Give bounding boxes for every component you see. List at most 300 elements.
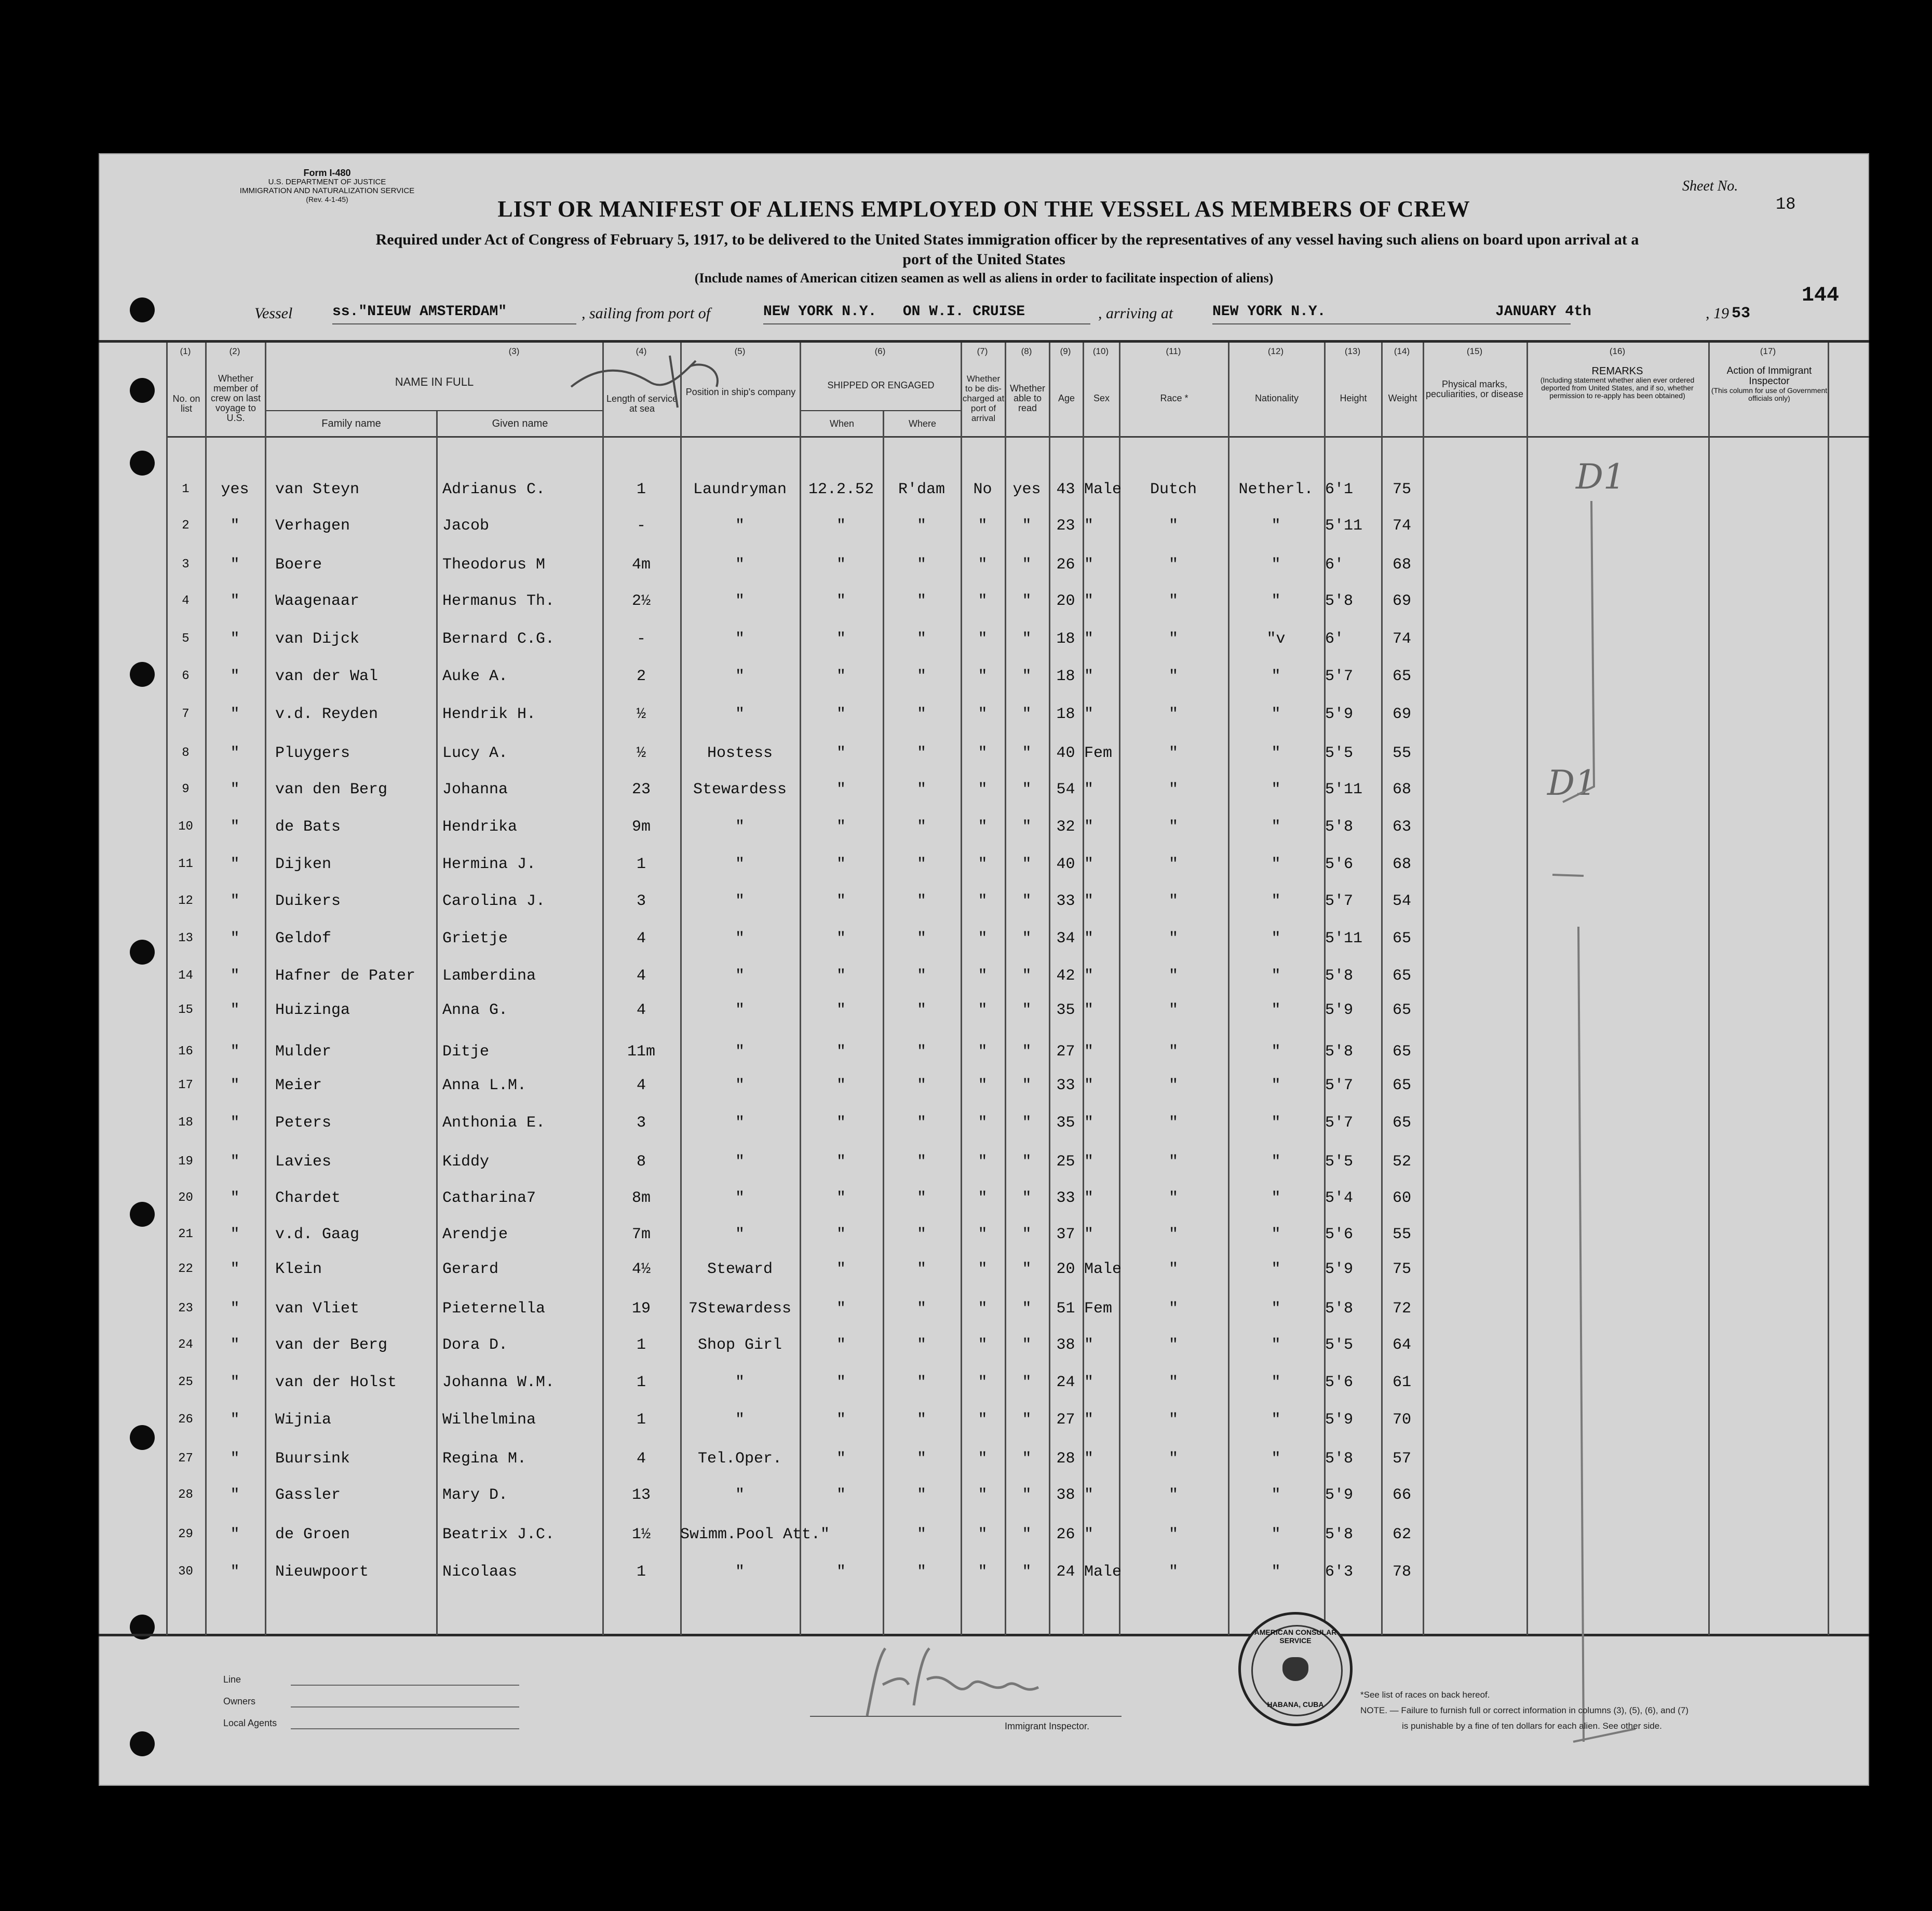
cell-service: 9m [631,818,651,836]
cell-race: " [1168,1261,1178,1278]
header-position: Position in ship's company [685,386,796,397]
cell-race: " [1168,1226,1178,1243]
cell-read: " [1022,892,1032,910]
cell-weight: 65 [1392,668,1411,685]
header-nationality: Nationality [1254,393,1299,403]
cell-age: 54 [1056,781,1075,798]
header-bottom-rule [166,436,1869,438]
cell-sex: " [1084,1526,1094,1543]
cell-given: Lucy A. [442,744,508,762]
cell-where: " [916,1077,926,1094]
cell-sex: Male [1084,481,1122,498]
cell-when: " [836,592,846,610]
cell-prev: " [230,1450,240,1468]
cell-sex: " [1084,1450,1094,1468]
cell-given: Lamberdina [442,967,536,985]
cell-prev: " [230,517,240,535]
cell-prev: " [230,630,240,648]
stamp-top-text: AMERICAN CONSULAR SERVICE [1254,1628,1337,1645]
cell-race: " [1168,818,1178,836]
department: U.S. DEPARTMENT OF JUSTICE [268,178,386,186]
cell-read: " [1022,930,1032,947]
cell-prev: yes [221,481,249,498]
cell-race: " [1168,1486,1178,1504]
cell-disch: " [978,1336,988,1354]
cell-service: 4 [636,1450,646,1468]
cell-sex: " [1084,967,1094,985]
cell-sex: " [1084,856,1094,873]
cell-read: " [1022,1001,1032,1019]
cell-given: Beatrix J.C. [442,1526,555,1543]
cell-race: " [1168,592,1178,610]
cell-given: Gerard [442,1261,499,1278]
cell-age: 24 [1056,1374,1075,1391]
cell-age: 18 [1056,706,1075,723]
cell-sex: " [1084,1336,1094,1354]
column-number: (14) [1394,346,1410,356]
header-age: Age [1058,393,1075,403]
cell-given: Anna G. [442,1001,508,1019]
cell-family: Hafner de Pater [275,967,416,985]
sheet-number: 18 [1776,195,1796,214]
cell-when: " [836,967,846,985]
cell-weight: 65 [1392,967,1411,985]
cell-given: Hendrik H. [442,706,536,723]
cell-service: 1 [636,1336,646,1354]
cell-sex: " [1084,706,1094,723]
cell-position: " [735,668,745,685]
cell-age: 28 [1056,1450,1075,1468]
cell-position: " [735,630,745,648]
cell-disch: " [978,706,988,723]
cell-no: 25 [178,1375,193,1389]
column-number: (1) [180,346,191,356]
cell-height: 5'9 [1325,706,1354,723]
cell-nat: " [1271,668,1281,685]
cell-nat: " [1271,1261,1281,1278]
cell-service: 11m [627,1043,655,1061]
cell-nat: " [1271,856,1281,873]
subtitle-3: (Include names of American citizen seamen as well as aliens in order to facilitate inspection of aliens) [694,270,1274,286]
cell-read: " [1022,856,1032,873]
cell-where: " [916,556,926,574]
cell-race: " [1168,856,1178,873]
header-family-name: Family name [321,417,381,429]
cell-given: Auke A. [442,668,508,685]
cell-prev: " [230,1001,240,1019]
cell-where: " [916,1374,926,1391]
cell-family: Geldof [275,930,332,947]
cell-sex: " [1084,1374,1094,1391]
cell-family: van der Wal [275,668,379,685]
cell-disch: " [978,744,988,762]
cell-race: " [1168,556,1178,574]
cell-family: Peters [275,1114,332,1132]
header-given-name: Given name [492,417,548,429]
cell-age: 37 [1056,1226,1075,1243]
cell-service: 4 [636,1077,646,1094]
cell-race: Dutch [1150,481,1197,498]
cell-height: 5'8 [1325,1300,1354,1318]
cell-read: " [1022,1077,1032,1094]
column-number: (10) [1092,346,1109,356]
cell-nat: " [1271,1001,1281,1019]
column-number: (9) [1060,346,1071,356]
underline [291,1706,519,1707]
header-remarks: REMARKS [1591,365,1643,377]
header-no: No. on list [172,393,200,414]
cell-race: " [1168,1526,1178,1543]
cell-weight: 55 [1392,744,1411,762]
cell-height: 5'8 [1325,1526,1354,1543]
cell-position: " [735,1077,745,1094]
cell-read: " [1022,706,1032,723]
cell-read: " [1022,1043,1032,1061]
cell-age: 35 [1056,1114,1075,1132]
cell-height: 5'7 [1325,1114,1354,1132]
manifest-sheet [99,153,1869,1786]
cell-race: " [1168,744,1178,762]
cell-service: 2 [636,668,646,685]
cell-position: " [735,556,745,574]
cell-position: Laundryman [693,481,787,498]
cell-position: " [735,592,745,610]
cell-nat: " [1271,1189,1281,1207]
cell-read: " [1022,668,1032,685]
cell-no: 8 [182,746,190,760]
cell-no: 5 [182,632,190,646]
column-number: (17) [1760,346,1776,356]
header-remarks-block [1529,366,1706,400]
vessel-name: ss."NIEUW AMSTERDAM" [332,304,507,320]
cell-when: " [836,1226,846,1243]
cell-height: 5'4 [1325,1189,1354,1207]
form-number: Form I-480 [303,168,351,178]
cell-no: 16 [178,1045,193,1059]
signature-line [810,1716,1122,1717]
cell-when: " [836,1336,846,1354]
header-height: Height [1340,393,1367,403]
cell-prev: " [230,818,240,836]
cell-weight: 55 [1392,1226,1411,1243]
cell-prev: " [230,1261,240,1278]
cell-read: " [1022,1450,1032,1468]
cell-when: 12.2.52 [808,481,874,498]
cell-service: 1 [636,856,646,873]
cell-when: " [836,1189,846,1207]
cell-when: " [836,1563,846,1581]
cell-height: 5'6 [1325,1374,1354,1391]
cell-where: " [916,630,926,648]
cell-age: 40 [1056,856,1075,873]
cell-when: " [836,1374,846,1391]
cell-family: de Groen [275,1526,350,1543]
cell-position: " [735,1411,745,1429]
cell-when: " [836,1001,846,1019]
cell-weight: 63 [1392,818,1411,836]
cell-sex: " [1084,556,1094,574]
header-action: Action of Immigrant Inspector [1726,365,1812,387]
cell-family: van Dijck [275,630,360,648]
cell-prev: " [230,1563,240,1581]
cell-height: 5'9 [1325,1001,1354,1019]
cell-where: " [916,930,926,947]
cell-height: 5'6 [1325,1226,1354,1243]
cell-when: " [836,1114,846,1132]
cell-height: 5'7 [1325,892,1354,910]
arrival-date: JANUARY 4th [1495,304,1591,320]
cell-family: van der Berg [275,1336,388,1354]
cell-family: Buursink [275,1450,350,1468]
cell-sex: " [1084,592,1094,610]
cell-weight: 69 [1392,706,1411,723]
inspector-label: Immigrant Inspector. [1005,1721,1090,1731]
cell-disch: " [978,967,988,985]
cell-weight: 70 [1392,1411,1411,1429]
cell-position: " [735,892,745,910]
cell-service: - [636,517,646,535]
cell-service: 4 [636,967,646,985]
cell-no: 1 [182,482,190,496]
cell-when: " [836,781,846,798]
races-note: *See list of races on back hereof. [1360,1690,1490,1700]
cell-age: 25 [1056,1153,1075,1171]
cell-given: Adrianus C. [442,481,546,498]
cell-weight: 74 [1392,630,1411,648]
cell-where: " [916,744,926,762]
cell-no: 30 [178,1565,193,1579]
header-name: NAME IN FULL [395,375,474,388]
cell-service: 1 [636,481,646,498]
header-shipped: SHIPPED OR ENGAGED [827,380,935,390]
cell-weight: 60 [1392,1189,1411,1207]
cell-weight: 78 [1392,1563,1411,1581]
inspector-signature [836,1638,1122,1726]
cell-position: " [735,856,745,873]
cell-sex: " [1084,818,1094,836]
cell-race: " [1168,892,1178,910]
cell-age: 26 [1056,556,1075,574]
cell-age: 34 [1056,930,1075,947]
eagle-seal-icon [1282,1657,1308,1681]
cell-height: 5'11 [1325,930,1363,947]
cell-sex: Male [1084,1563,1122,1581]
cell-position: " [735,1486,745,1504]
header-weight: Weight [1388,393,1417,403]
cell-prev: " [230,744,240,762]
cell-service: 4½ [631,1261,651,1278]
consular-stamp [1238,1612,1353,1726]
cell-read: " [1022,1563,1032,1581]
arriving-label: , arriving at [1098,305,1173,322]
cell-nat: " [1271,592,1281,610]
cell-age: 40 [1056,744,1075,762]
column-number: (5) [734,346,746,356]
cell-sex: " [1084,1043,1094,1061]
punch-hole [130,451,155,476]
cell-position: Tel.Oper. [697,1450,782,1468]
cell-family: de Bats [275,818,341,836]
cell-age: 51 [1056,1300,1075,1318]
cell-where: R'dam [898,481,945,498]
header-race: Race * [1160,393,1188,403]
stamp-number: 144 [1802,284,1840,307]
cell-no: 14 [178,969,193,983]
cell-position: " [735,1226,745,1243]
cell-weight: 57 [1392,1450,1411,1468]
cell-height: 5'5 [1325,744,1354,762]
cell-where: " [916,1043,926,1061]
cell-when: " [836,818,846,836]
cell-where: " [916,1411,926,1429]
cell-sex: " [1084,1226,1094,1243]
cell-height: 5'8 [1325,592,1354,610]
cell-prev: " [230,1114,240,1132]
cell-race: " [1168,1153,1178,1171]
cell-position: " [735,1153,745,1171]
cell-when: " [836,1043,846,1061]
cell-given: Ditje [442,1043,490,1061]
cell-age: 20 [1056,592,1075,610]
cell-when: " [836,1261,846,1278]
cell-height: 6'3 [1325,1563,1354,1581]
cell-no: 22 [178,1262,193,1276]
cell-disch: " [978,1486,988,1504]
cell-no: 7 [182,707,190,721]
cell-given: Kiddy [442,1153,490,1171]
cell-race: " [1168,1077,1178,1094]
cell-service: 8 [636,1153,646,1171]
cell-race: " [1168,1450,1178,1468]
cell-weight: 54 [1392,892,1411,910]
cell-race: " [1168,1374,1178,1391]
cell-service: 3 [636,892,646,910]
cell-where: " [916,818,926,836]
cell-disch: " [978,556,988,574]
cell-weight: 64 [1392,1336,1411,1354]
cell-nat: " [1271,744,1281,762]
cell-weight: 68 [1392,781,1411,798]
cell-nat: " [1271,818,1281,836]
cell-nat: " [1271,706,1281,723]
cell-service: - [636,630,646,648]
cell-height: 5'8 [1325,1043,1354,1061]
cell-family: Lavies [275,1153,332,1171]
cell-age: 43 [1056,481,1075,498]
cell-service: 7m [631,1226,651,1243]
cell-where: " [916,1450,926,1468]
cell-disch: " [978,1526,988,1543]
cell-no: 29 [178,1527,193,1541]
header-discharged: Whether to be dis-charged at port of arrival [962,374,1005,423]
cell-family: Pluygers [275,744,350,762]
cell-family: Dijken [275,856,332,873]
cell-position: Hostess [707,744,773,762]
cell-race: " [1168,706,1178,723]
cell-height: 5'9 [1325,1411,1354,1429]
cell-given: Hermina J. [442,856,536,873]
cell-family: Meier [275,1077,322,1094]
cell-where: " [916,517,926,535]
cell-read: " [1022,1261,1032,1278]
cell-service: ½ [636,744,646,762]
cell-read: " [1022,1189,1032,1207]
header-sex: Sex [1093,393,1110,403]
column-number: (12) [1267,346,1284,356]
cell-read: " [1022,1374,1032,1391]
cell-service: 19 [631,1300,651,1318]
cell-position: " [735,967,745,985]
cell-read: yes [1012,481,1041,498]
cell-age: 18 [1056,630,1075,648]
underline [291,1685,519,1686]
cell-position: Swimm.Pool Att." [680,1526,830,1543]
cell-disch: No [973,481,992,498]
cell-family: Duikers [275,892,341,910]
cell-prev: " [230,892,240,910]
header-physical-marks: Physical marks, peculiarities, or disease [1425,379,1524,399]
cell-sex: " [1084,892,1094,910]
line-label: Line [223,1674,241,1685]
cell-height: 5'5 [1325,1336,1354,1354]
punch-hole [130,1731,155,1756]
header-remarks-note: (Including statement whether alien ever ordered deported from United States, and if so, whether permission to re-apply has been obtained) [1540,376,1695,400]
cell-when: " [836,630,846,648]
cell-where: " [916,1153,926,1171]
cell-age: 27 [1056,1411,1075,1429]
cell-when: " [836,930,846,947]
cell-family: Huizinga [275,1001,350,1019]
sailing-from: NEW YORK N.Y. ON W.I. CRUISE [763,304,1025,320]
cell-disch: " [978,592,988,610]
fine-note-1: NOTE. — Failure to furnish full or correct information in columns (3), (5), (6), and (7) [1360,1705,1689,1715]
cell-disch: " [978,1189,988,1207]
cell-nat: " [1271,517,1281,535]
cell-when: " [836,1300,846,1318]
cell-age: 18 [1056,668,1075,685]
cell-prev: " [230,1153,240,1171]
cell-height: 5'8 [1325,1450,1354,1468]
cell-no: 10 [178,820,193,834]
cell-prev: " [230,1374,240,1391]
cell-family: v.d. Reyden [275,706,379,723]
cell-height: 5'8 [1325,818,1354,836]
cell-prev: " [230,1077,240,1094]
cell-height: 5'11 [1325,781,1363,798]
cell-position: " [735,1374,745,1391]
cell-no: 27 [178,1452,193,1466]
cell-read: " [1022,1336,1032,1354]
cell-height: 6' [1325,556,1344,574]
cell-no: 20 [178,1191,193,1205]
cell-where: " [916,1001,926,1019]
cell-sex: Male [1084,1261,1122,1278]
cell-no: 13 [178,931,193,945]
cell-age: 26 [1056,1526,1075,1543]
cell-service: 23 [631,781,651,798]
cell-disch: " [978,668,988,685]
column-number: (16) [1609,346,1626,356]
cell-age: 42 [1056,967,1075,985]
subtitle-2: port of the United States [902,251,1065,268]
vessel-label: Vessel [254,305,293,322]
table-top-rule [99,340,1869,343]
cell-height: 5'7 [1325,1077,1354,1094]
cell-no: 21 [178,1227,193,1241]
cell-weight: 68 [1392,556,1411,574]
cell-sex: " [1084,1411,1094,1429]
punch-hole [130,378,155,403]
